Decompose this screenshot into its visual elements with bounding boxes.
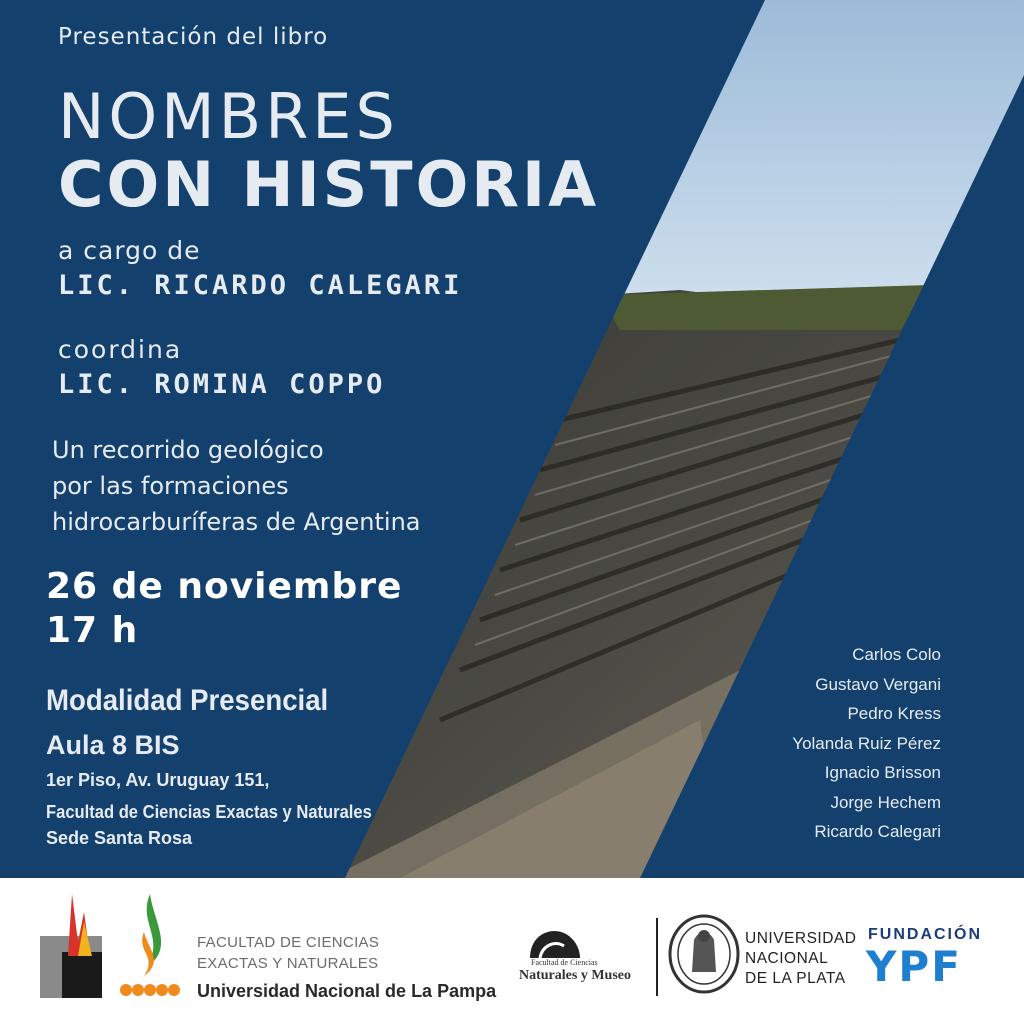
event-time: 17 h	[46, 610, 139, 651]
book-title-line2: CON HISTORIA	[58, 148, 600, 221]
fce-name-line1: FACULTAD DE CIENCIAS	[197, 934, 380, 951]
unlp-name-line2: NACIONAL	[745, 950, 829, 967]
divider	[656, 918, 658, 996]
contributor: Yolanda Ruiz Pérez	[792, 733, 941, 753]
event-date: 26 de noviembre	[46, 566, 403, 607]
description-line: Un recorrido geológico	[52, 436, 324, 464]
coordinator-name: LIC. ROMINA COPPO	[58, 369, 386, 400]
contributors-list	[792, 640, 941, 847]
contributor: Ignacio Brisson	[824, 763, 941, 782]
contributor: Gustavo Vergani	[815, 674, 941, 694]
address-line: Sede Santa Rosa	[46, 828, 193, 848]
address-line: Facultad de Ciencias Exactas y Naturales	[46, 802, 372, 822]
contributor: Carlos Colo	[852, 645, 941, 664]
intro-text: Presentación del libro	[58, 24, 329, 50]
author-label: a cargo de	[58, 236, 201, 265]
unlp-name-line1: UNIVERSIDAD	[745, 930, 857, 947]
event-room: Aula 8 BIS	[46, 730, 180, 760]
fcnym-logo-icon	[526, 924, 584, 960]
unlpam-name: Universidad Nacional de La Pampa	[197, 981, 497, 1001]
description-line: hidrocarburíferas de Argentina	[52, 508, 421, 536]
sponsors-footer	[0, 878, 1024, 1024]
ypf-logo: YPF	[866, 942, 962, 991]
unlp-seal-icon	[668, 914, 740, 994]
fcnym-name-small: Facultad de Ciencias	[531, 958, 598, 967]
fcnym-name: Naturales y Museo	[519, 968, 631, 983]
unlpam-logo-icon	[38, 892, 108, 1002]
book-title-line1: NOMBRES	[58, 80, 399, 153]
fce-name-line2: EXACTAS Y NATURALES	[197, 955, 379, 972]
unlp-name-line3: DE LA PLATA	[745, 970, 846, 987]
event-modality: Modalidad Presencial	[46, 684, 329, 717]
contributor: Pedro Kress	[847, 704, 941, 723]
address-line: 1er Piso, Av. Uruguay 151,	[46, 770, 270, 790]
coordinator-label: coordina	[58, 335, 183, 364]
contributor: Jorge Hechem	[830, 792, 941, 812]
fce-logo-icon	[118, 892, 184, 1002]
description	[52, 432, 421, 540]
ypf-foundation-label: FUNDACIÓN	[868, 926, 982, 943]
contributor: Ricardo Calegari	[814, 822, 941, 841]
description-line: por las formaciones	[52, 472, 289, 500]
author-name: LIC. RICARDO CALEGARI	[58, 270, 463, 301]
